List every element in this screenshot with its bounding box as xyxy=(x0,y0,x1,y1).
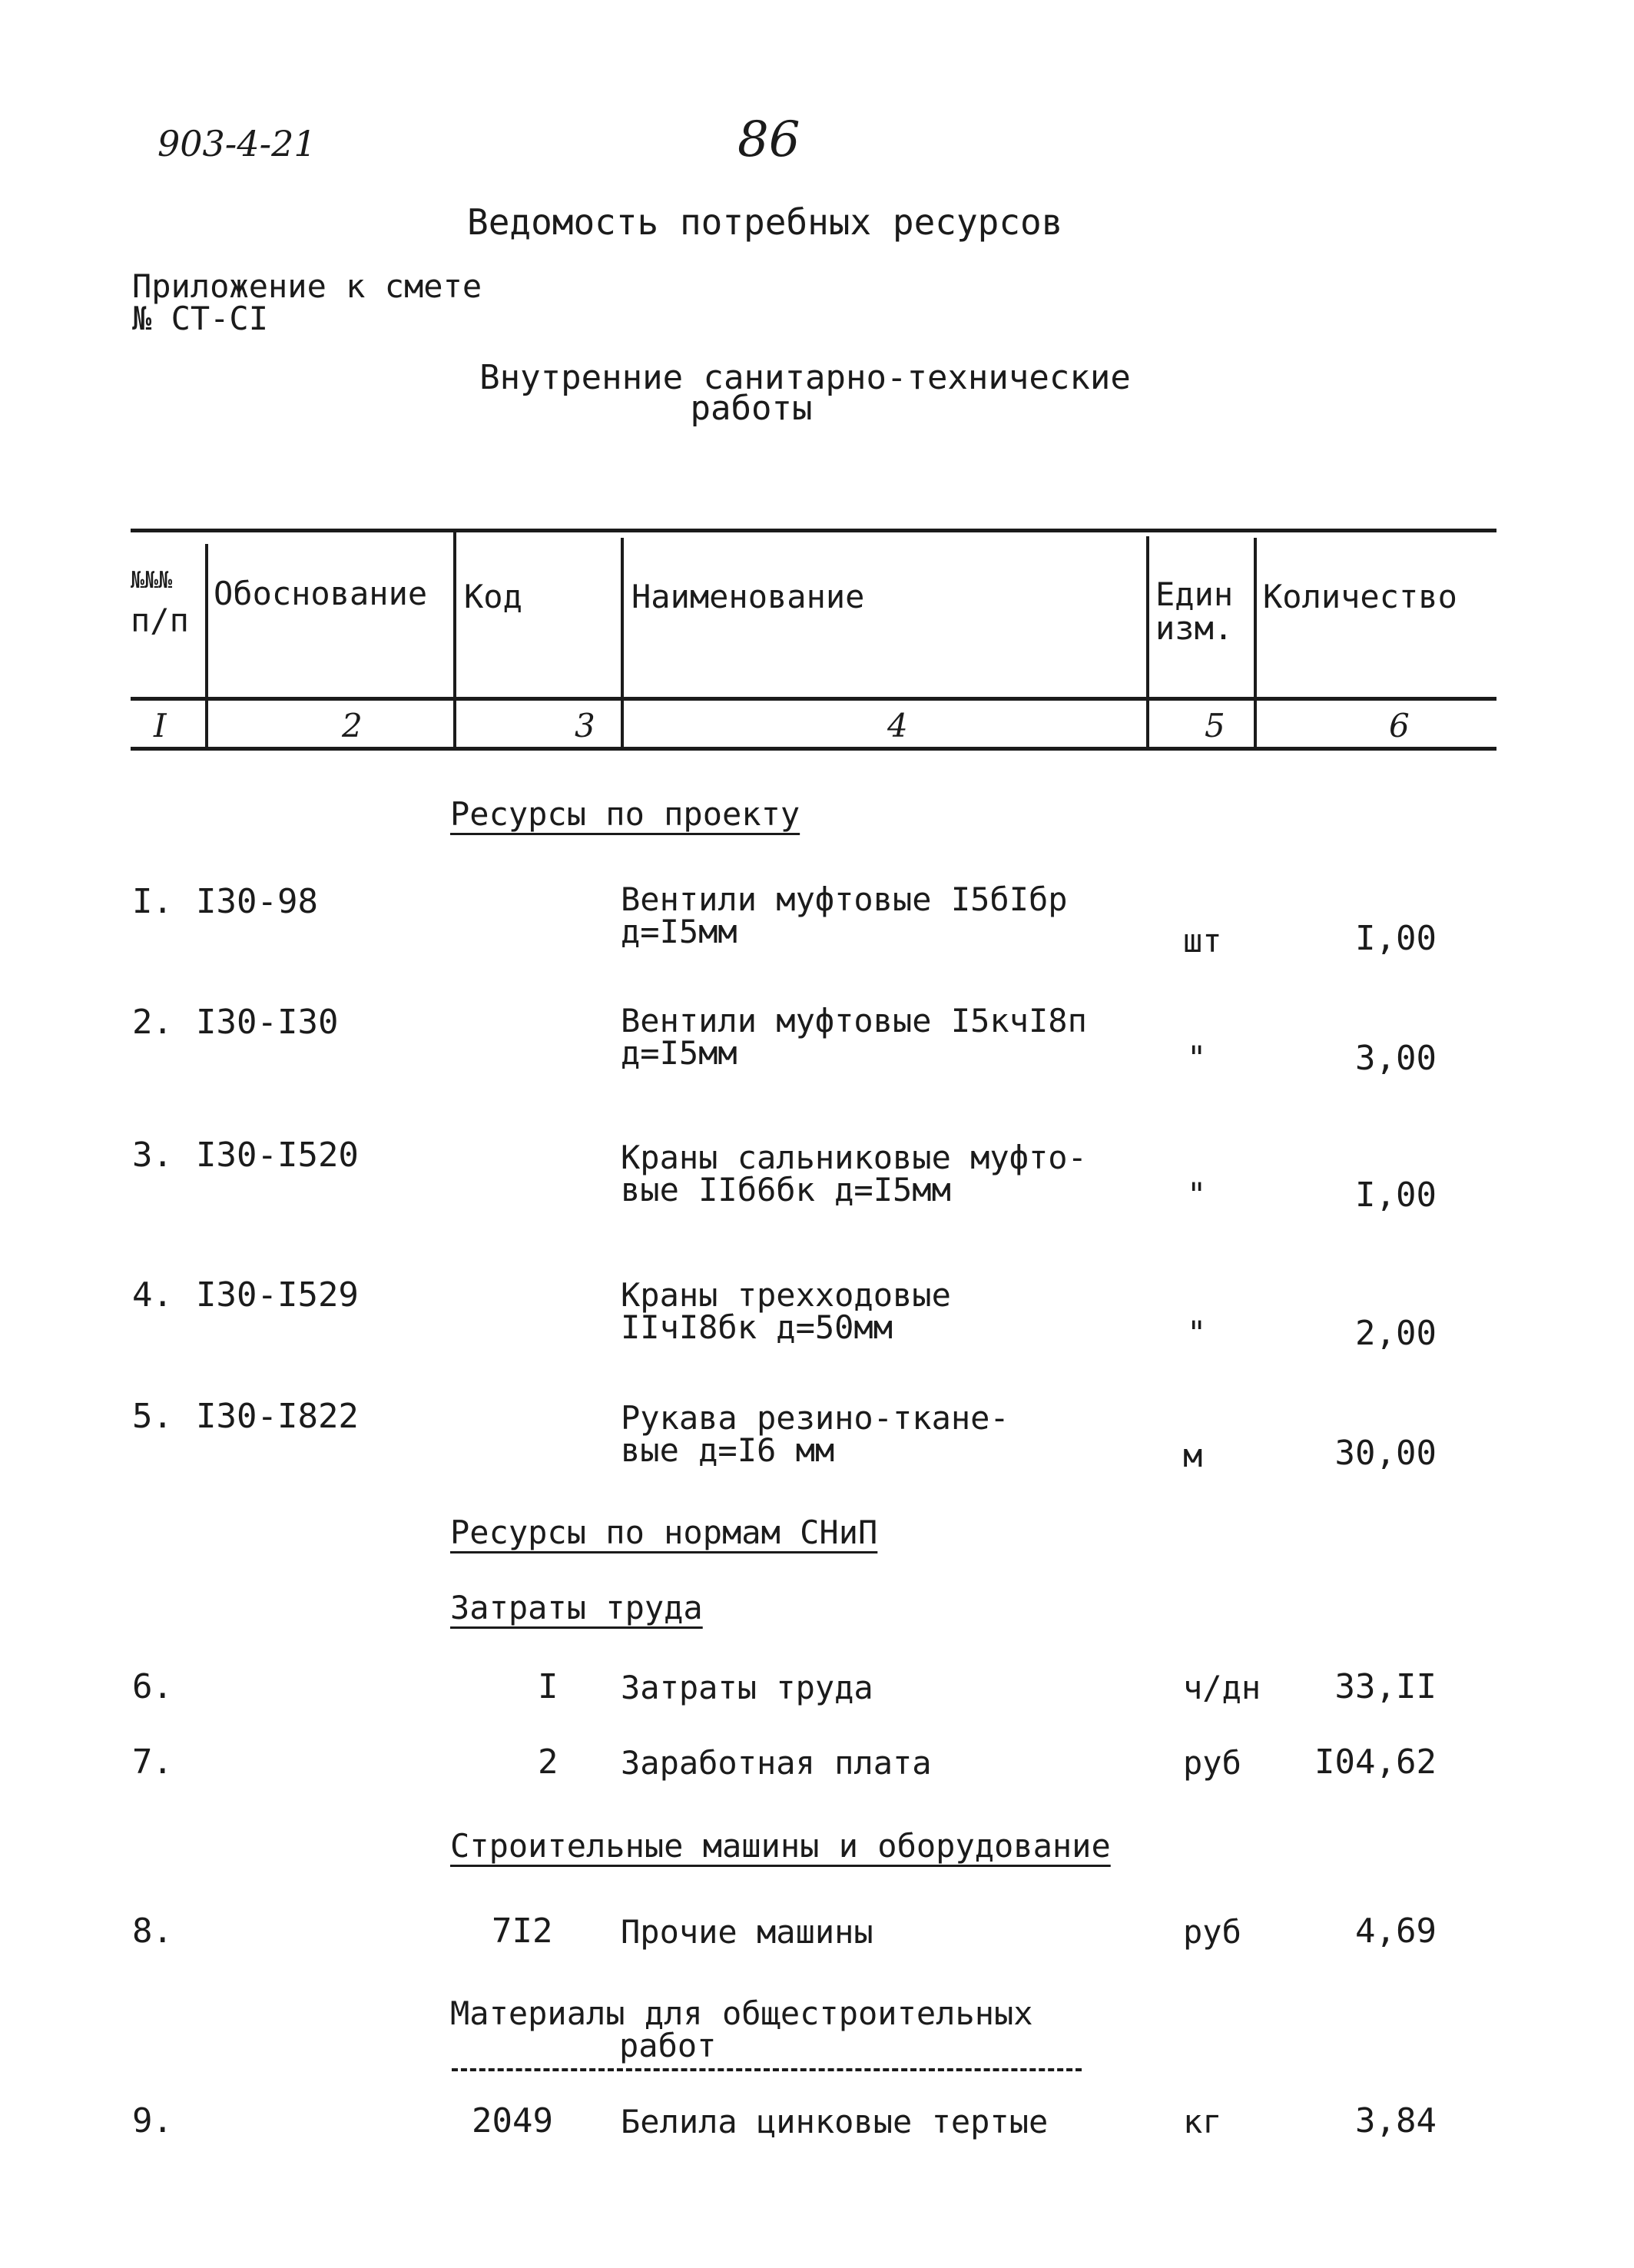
row-number: 3. xyxy=(132,1136,173,1175)
row-name: Заработная плата xyxy=(621,1744,932,1782)
column-divider xyxy=(1146,536,1149,750)
column-header-code: Код xyxy=(464,578,522,615)
section-underline xyxy=(452,2068,1082,2071)
row-number: I. xyxy=(132,882,173,921)
row-unit: " xyxy=(1187,1175,1207,1213)
row-number: 9. xyxy=(132,2101,173,2140)
column-header-line: №№№ xyxy=(131,567,173,594)
column-header-row-number xyxy=(131,561,189,641)
row-code: 7I2 xyxy=(492,1912,553,1951)
row-unit: кг xyxy=(1183,2103,1222,2140)
row-name: Прочие машины xyxy=(621,1913,873,1951)
row-quantity: I,00 xyxy=(1355,919,1437,958)
row-code: 2 xyxy=(538,1742,558,1782)
row-quantity: I04,62 xyxy=(1314,1742,1437,1782)
row-code: 2049 xyxy=(472,2101,553,2140)
row-quantity: 33,II xyxy=(1334,1667,1437,1706)
row-name xyxy=(621,880,1068,950)
row-name-line: Краны сальниковые муфто- xyxy=(621,1139,1087,1176)
row-name xyxy=(621,1139,1087,1209)
column-number-2: 2 xyxy=(342,707,363,744)
estimate-number: № СТ-СI xyxy=(132,300,269,337)
column-number-6: 6 xyxy=(1389,707,1410,744)
row-number: 4. xyxy=(132,1275,173,1315)
table-number-rule xyxy=(131,747,1496,751)
section-heading-line: работ xyxy=(619,2027,717,2064)
row-name-line: IIчI8бк д=50мм xyxy=(621,1308,893,1346)
row-unit: " xyxy=(1187,1314,1207,1351)
table-top-rule xyxy=(131,529,1496,532)
page-title: Ведомость потребных ресурсов xyxy=(467,201,1063,243)
row-unit: руб xyxy=(1183,1913,1241,1951)
row-name-line: вые д=I6 мм xyxy=(621,1431,835,1469)
row-quantity: 2,00 xyxy=(1355,1314,1437,1353)
row-unit: м xyxy=(1183,1437,1203,1474)
column-number-5: 5 xyxy=(1205,707,1225,744)
row-name: Затраты труда xyxy=(621,1669,873,1706)
row-unit: руб xyxy=(1183,1744,1241,1782)
row-basis: I30-I822 xyxy=(196,1397,359,1436)
row-unit: ч/дн xyxy=(1183,1669,1261,1706)
work-type-line-1: Внутренние санитарно-технические xyxy=(479,358,1131,397)
row-number: 5. xyxy=(132,1397,173,1436)
row-number: 7. xyxy=(132,1742,173,1782)
column-header-name: Наименование xyxy=(631,578,865,615)
row-name-line: д=I5мм xyxy=(621,1034,737,1072)
section-heading-project: Ресурсы по проекту xyxy=(450,795,800,833)
row-number: 6. xyxy=(132,1667,173,1706)
row-quantity: 4,69 xyxy=(1355,1912,1437,1951)
row-name xyxy=(621,1276,951,1346)
row-name xyxy=(621,1399,1009,1469)
section-heading-line: Материалы для общестроительных xyxy=(450,1994,1033,2032)
column-number-4: 4 xyxy=(887,707,908,744)
row-unit: шт xyxy=(1183,922,1222,960)
work-type-line-2: работы xyxy=(690,389,813,428)
row-basis: I30-I520 xyxy=(196,1136,359,1175)
row-quantity: 3,84 xyxy=(1355,2101,1437,2140)
appendix-label xyxy=(132,267,482,337)
row-number: 2. xyxy=(132,1003,173,1042)
column-divider xyxy=(621,538,624,750)
row-name-line: Краны трехходовые xyxy=(621,1276,951,1314)
row-basis: I30-I529 xyxy=(196,1275,359,1315)
row-name-line: Вентили муфтовые I5бIбр xyxy=(621,880,1068,918)
row-basis: I30-98 xyxy=(196,882,318,921)
row-quantity: I,00 xyxy=(1355,1175,1437,1215)
row-code: I xyxy=(538,1667,558,1706)
column-divider xyxy=(205,544,208,750)
column-number-1: I xyxy=(154,707,167,744)
section-heading-materials xyxy=(450,1994,1033,2064)
column-header-line: п/п xyxy=(131,602,189,639)
row-quantity: 3,00 xyxy=(1355,1039,1437,1078)
row-name-line: вые IIб6бк д=I5мм xyxy=(621,1171,951,1209)
column-divider xyxy=(453,530,456,750)
column-header-line: Един xyxy=(1155,575,1234,613)
column-header-unit xyxy=(1155,575,1234,647)
section-heading-snip: Ресурсы по нормам СНиП xyxy=(450,1514,878,1551)
page-number: 86 xyxy=(737,111,800,168)
row-name xyxy=(621,1002,1087,1072)
row-basis: I30-I30 xyxy=(196,1003,339,1042)
section-heading-labor: Затраты труда xyxy=(450,1589,703,1626)
row-quantity: 30,00 xyxy=(1334,1434,1437,1473)
row-name-line: Рукава резино-ткане- xyxy=(621,1399,1009,1437)
column-header-quantity: Количество xyxy=(1263,578,1457,615)
appendix-line-1: Приложение к смете xyxy=(132,267,482,305)
work-type-title xyxy=(467,358,1143,428)
column-number-3: 3 xyxy=(575,707,595,744)
row-name-line: Вентили муфтовые I5кчI8п xyxy=(621,1002,1087,1040)
column-header-basis: Обоснование xyxy=(214,575,428,612)
document-code: 903-4-21 xyxy=(157,123,317,164)
column-header-line: изм. xyxy=(1155,609,1234,647)
section-heading-machines: Строительные машины и оборудование xyxy=(450,1827,1111,1865)
column-divider xyxy=(1254,538,1257,750)
row-name: Белила цинковые тертые xyxy=(621,2103,1049,2140)
row-name-line: д=I5мм xyxy=(621,913,737,950)
row-unit: " xyxy=(1187,1039,1207,1076)
table-header-rule xyxy=(131,697,1496,701)
row-number: 8. xyxy=(132,1912,173,1951)
